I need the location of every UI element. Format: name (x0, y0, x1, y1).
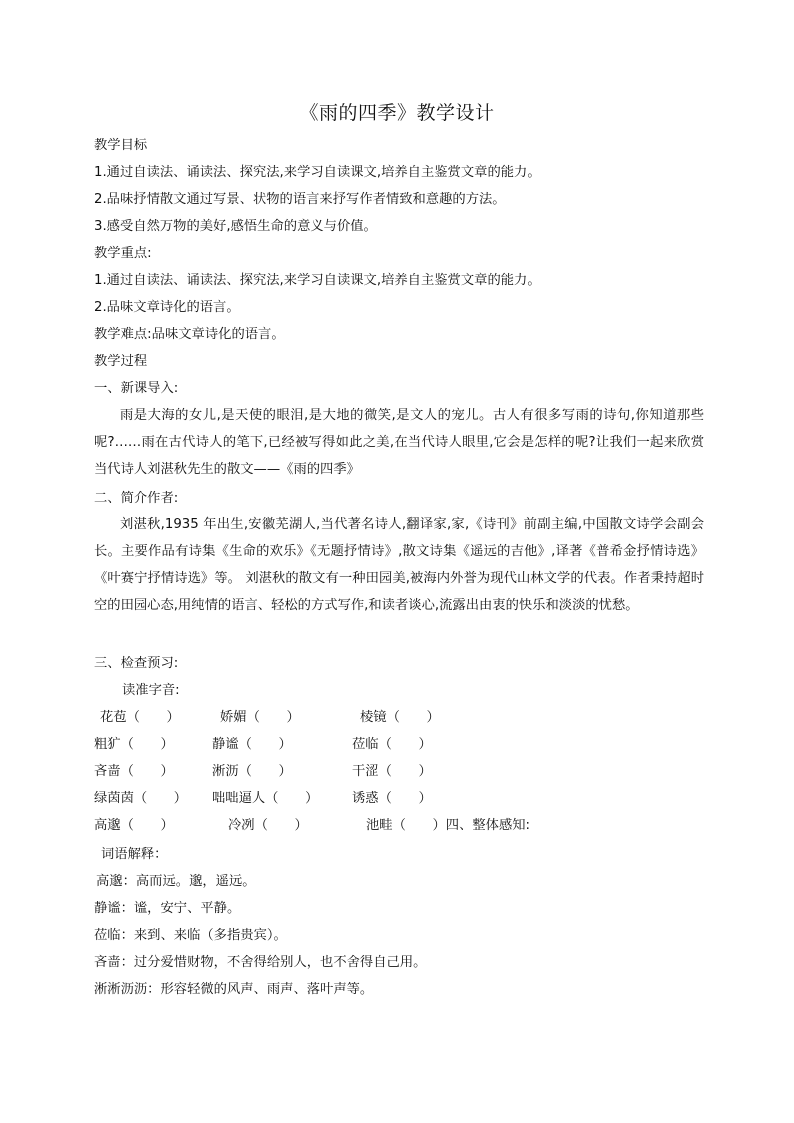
vocab-explain-item: 静谧：谧，安宁、平静。 (94, 901, 241, 916)
keypoint-item-1: 1.通过自读法、诵读法、探究法,来学习自读课文,培养自主鉴赏文章的能力。 (94, 273, 541, 288)
goal-item-1: 1.通过自读法、诵读法、探究法,来学习自读课文,培养自主鉴赏文章的能力。 (94, 165, 541, 180)
vocab-explain-item: 莅临：来到、来临（多指贵宾）。 (94, 928, 287, 943)
section2-paragraph: 刘湛秋,1935 年出生,安徽芜湖人,当代著名诗人,翻译家,家,《诗刊》前副主编,中国散文诗学会副会长。主要作品有诗集《生命的欢乐》《无题抒情诗》,散文诗集《遥远的吉他》,译著《普希金抒情诗选》《叶赛宁抒情诗选》等。 刘湛秋的散文有一种田园美,被海内外誉为现代山林文学的代表。作者秉持超时空的田园心态,用纯情的语言、轻松的方式写作,和读者谈心,流露出由衷的快乐和淡淡的忧愁。 (94, 517, 704, 613)
goal-item-3: 3.感受自然万物的美好,感悟生命的意义与价值。 (94, 219, 377, 234)
document-title: 《雨的四季》教学设计 (299, 102, 495, 124)
vocab-cell: 诱惑（ ） (352, 791, 432, 806)
vocab-cell: 冷冽（ ） (228, 818, 308, 833)
section2-heading: 二、简介作者: (94, 491, 179, 506)
vocab-cell: 粗犷（ ） (94, 737, 174, 752)
vocab-cell: 干涩（ ） (352, 764, 432, 779)
vocab-cell: 淅沥（ ） (212, 764, 292, 779)
vocab-row (94, 790, 714, 808)
vocab-cell: 棱镜（ ） (360, 710, 440, 725)
goals-heading: 教学目标 (94, 138, 148, 153)
vocab-explain-item: 高邈：高而远。邈，遥远。 (96, 874, 256, 889)
keypoints-heading: 教学重点: (94, 246, 152, 261)
section3-heading: 三、检查预习: (94, 656, 179, 671)
vocab-row (94, 817, 714, 835)
vocab-cell: 高邈（ ） (94, 818, 174, 833)
section1-heading: 一、新课导入: (94, 381, 179, 396)
pronunciation-subheading: 读准字音: (122, 683, 180, 698)
keypoint-item-2: 2.品味文章诗化的语言。 (94, 300, 240, 315)
vocab-cell: 吝啬（ ） (94, 764, 174, 779)
section1-paragraph: 雨是大海的女儿,是天使的眼泪,是大地的微笑,是文人的宠儿。古人有很多写雨的诗句,你知道那些呢?……雨在古代诗人的笔下,已经被写得如此之美,在当代诗人眼里,它会是怎样的呢?让我们一起来欣赏当代诗人刘湛秋先生的散文——《雨的四季》 (94, 408, 704, 477)
process-heading: 教学过程 (94, 354, 148, 369)
vocab-row (94, 763, 714, 781)
vocab-row (94, 709, 714, 727)
vocab-explain-heading: 词语解释： (101, 847, 168, 862)
vocab-cell: 莅临（ ） (352, 737, 432, 752)
vocab-explain-item: 淅淅沥沥：形容轻微的风声、雨声、落叶声等。 (94, 982, 374, 997)
vocab-cell: 娇媚（ ） (220, 710, 300, 725)
vocab-cell: 绿茵茵（ ） (94, 791, 188, 806)
vocab-explain-item: 吝啬：过分爱惜财物，不舍得给别人，也不舍得自己用。 (94, 955, 427, 970)
vocab-cell: 咄咄逼人（ ） (212, 791, 319, 806)
vocab-cell: 静谧（ ） (212, 737, 292, 752)
difficulty-line: 教学难点:品味文章诗化的语言。 (94, 327, 285, 342)
vocab-cell: 花苞（ ） (100, 710, 180, 725)
vocab-cell: 池畦（ ）四、整体感知: (366, 818, 531, 833)
vocab-row (94, 736, 714, 754)
goal-item-2: 2.品味抒情散文通过写景、状物的语言来抒写作者情致和意趣的方法。 (94, 192, 506, 207)
